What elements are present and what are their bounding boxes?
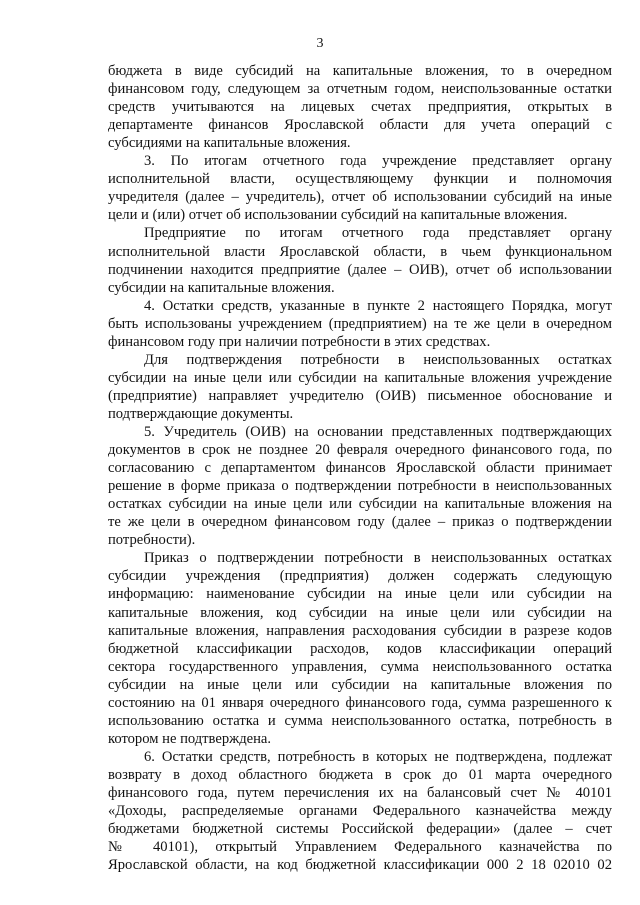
page-number: 3 xyxy=(316,36,324,51)
text-line: финансовом году при наличии потребности в этих средствах. xyxy=(108,333,491,350)
text-line: исполнительной власти, осуществляющему функции и полномочия xyxy=(108,171,612,188)
text-line: котором не подтверждена. xyxy=(108,730,272,747)
text-line: «Доходы, распределяемые органами Федерального казначейства между xyxy=(108,803,612,820)
text-line: те же цели в очередном финансовом году (далее – приказ о подтверждении xyxy=(108,514,612,531)
text-line: Предприятие по итогам отчетного года представляет органу xyxy=(144,225,612,242)
text-line: 5. Учредитель (ОИВ) на основании представленных подтверждающих xyxy=(144,424,612,440)
text-line: цели и (или) отчет об использовании субсидий на капитальные вложения. xyxy=(108,207,568,224)
text-line: Ярославской области, на код бюджетной классификации 000 2 18 02010 02 xyxy=(108,857,612,874)
text-line: сектора государственного управления, сумма неиспользованного остатка xyxy=(108,658,612,675)
text-line: 3. По итогам отчетного года учреждение представляет органу xyxy=(144,153,612,170)
text-line: бюджетной классификации расходов, кодов классификации операций xyxy=(108,640,612,657)
text-line: капитальные вложения, направления расходования субсидии в разрезе кодов xyxy=(108,622,612,639)
text-line: финансового года, путем перечисления их на балансовый счет № 40101 xyxy=(108,785,612,801)
text-line: 6. Остатки средств, потребность в которых не подтверждена, подлежат xyxy=(144,748,612,765)
text-line: состоянию на 01 января очередного финансового года, сумма разрешенного к xyxy=(108,694,612,711)
text-line: согласованию с департаментом финансов Ярославской области принимает xyxy=(108,460,612,477)
text-line: субсидии на иные цели или субсидии на капитальные вложения по xyxy=(108,676,612,693)
text-line: бюджетами бюджетной системы Российской федерации» (далее – счет xyxy=(108,821,612,838)
text-line: остатках субсидии на иные цели или субсидии на капитальные вложения на xyxy=(108,496,612,513)
text-line: финансовом году, следующем за отчетным годом, неиспользованные остатки xyxy=(108,81,612,98)
text-line: использованию остатка и сумма неиспользованного остатка, потребность в xyxy=(108,712,612,729)
text-line: подтверждающие документы. xyxy=(108,405,294,422)
text-line: Приказ о подтверждении потребности в неиспользованных остатках xyxy=(144,550,612,567)
text-line: субсидии на иные цели или субсидии на капитальные вложения учреждение xyxy=(108,369,612,386)
text-line: исполнительной власти Ярославской области, в чьем функциональном xyxy=(108,243,612,260)
text-line: капитальные вложения, код субсидии на иные цели или субсидии на xyxy=(108,604,612,621)
text-line: 4. Остатки средств, указанные в пункте 2 настоящего Порядка, могут xyxy=(144,297,612,314)
text-line: департаменте финансов Ярославской области для учета операций с xyxy=(108,117,612,134)
text-line: решение в форме приказа о подтверждении потребности в неиспользованных xyxy=(108,478,612,495)
text-line: бюджета в виде субсидий на капитальные вложения, то в очередном xyxy=(108,63,612,79)
text-line: возврату в доход областного бюджета в срок до 01 марта очередного xyxy=(108,766,612,783)
text-line: быть использованы учреждением (предприятием) на те же цели в очередном xyxy=(108,315,612,332)
text-line: подчинении находится предприятие (далее – ОИВ), отчет об использовании xyxy=(108,261,612,278)
text-line: информацию: наименование субсидии на иные цели или субсидии на xyxy=(108,586,612,603)
text-line: субсидиями на капитальные вложения. xyxy=(108,135,351,152)
text-line: учредителя (далее – учредитель), отчет об использовании субсидий на иные xyxy=(108,189,612,206)
text-line: средств учитываются на лицевых счетах предприятия, открытых в xyxy=(108,99,612,116)
text-line: № 40101), открытый Управлением Федерального казначейства по xyxy=(108,839,612,856)
text-line: субсидии на капитальные вложения. xyxy=(108,279,335,296)
text-line: Для подтверждения потребности в неиспользованных остатках xyxy=(144,351,612,368)
text-line: документов в срок не позднее 20 февраля очередного финансового года, по xyxy=(108,442,612,459)
text-line: потребности). xyxy=(108,532,196,549)
text-line: (предприятие) направляет учредителю (ОИВ) письменное обоснование и xyxy=(108,387,612,404)
text-line: субсидии учреждения (предприятия) должен содержать следующую xyxy=(108,568,612,585)
